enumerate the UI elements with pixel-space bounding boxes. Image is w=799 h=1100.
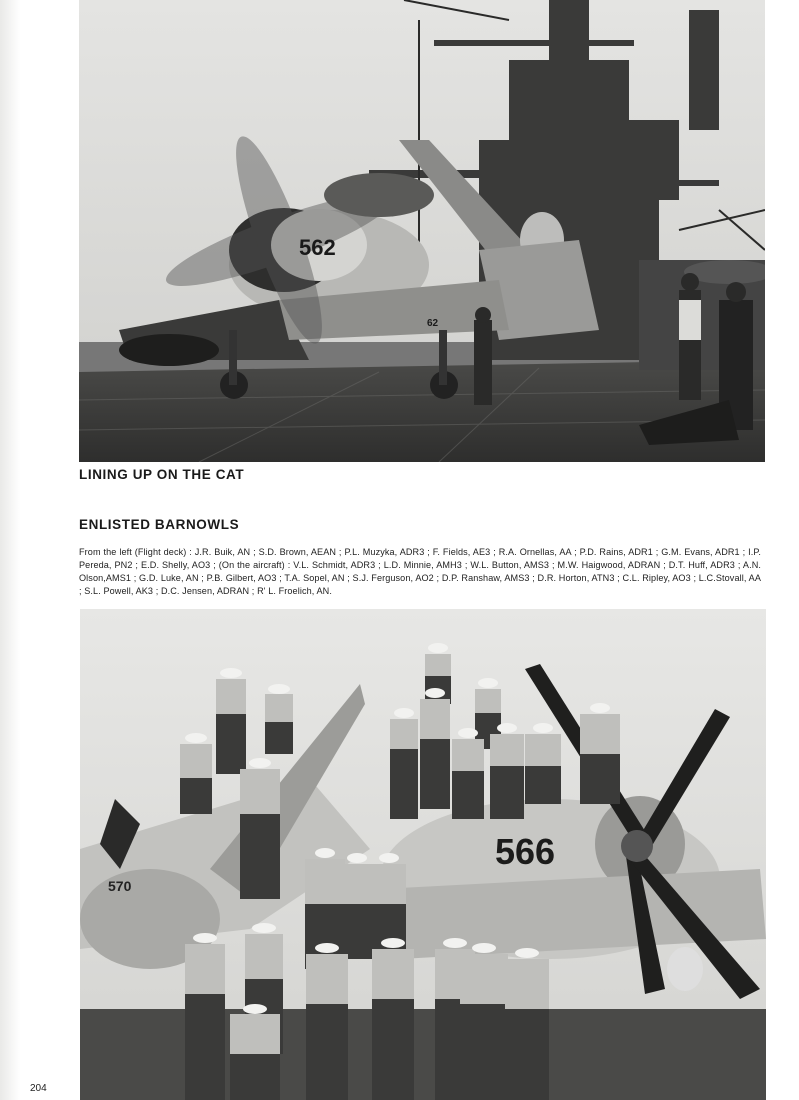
- aircraft-number-566: 566: [495, 831, 556, 872]
- page-number: 204: [30, 1083, 47, 1094]
- section-title: ENLISTED BARNOWLS: [79, 517, 240, 532]
- names-paragraph: From the left (Flight deck) : J.R. Buik, AN ; S.D. Brown, AEAN ; P.L. Muzyka, ADR3 ; F. Fields, AE3 ; R.A. Ornellas, AA ; P.D. Rains, ADR1 ; G.M. Evans, ADR1 ; I.P. Pereda, PN2 ; E.D. Shelly, AO3 ; (On the aircraft) : V.L. Schmidt, ADR3 ; L.D. Minnie, AMH3 ; W.L. Button, AMS3 ; M.W. Haigwood, ADRAN ; D.T. Huff, ADR3 ; A.N. Olson,AMS1 ; G.D. Luke, AN ; P.B. Gilbert, AO3 ; T.A. Sopel, AN ; S.J. Ferguson, AO2 ; D.P. Ranshaw, AMS3 ; D.R. Horton, ATN3 ; C.L. Ripley, AO3 ; L.C.Stovall, AA ; S.L. Powell, AK3 ; D.C. Jensen, ADRAN ; R' L. Froelich, AN.: [79, 547, 761, 596]
- aircraft-number-562: 562: [299, 235, 336, 260]
- aircraft-number-62: 62: [427, 318, 439, 329]
- page-edge-shadow: [0, 0, 20, 1100]
- photo-enlisted-group: [80, 609, 766, 1100]
- aircraft-number-570: 570: [108, 878, 132, 894]
- photo-aircraft-on-catapult-image: [79, 0, 765, 462]
- photo-caption: LINING UP ON THE CAT: [79, 467, 245, 482]
- photo-aircraft-on-catapult: [79, 0, 765, 462]
- photo-enlisted-group-image: [80, 609, 766, 1100]
